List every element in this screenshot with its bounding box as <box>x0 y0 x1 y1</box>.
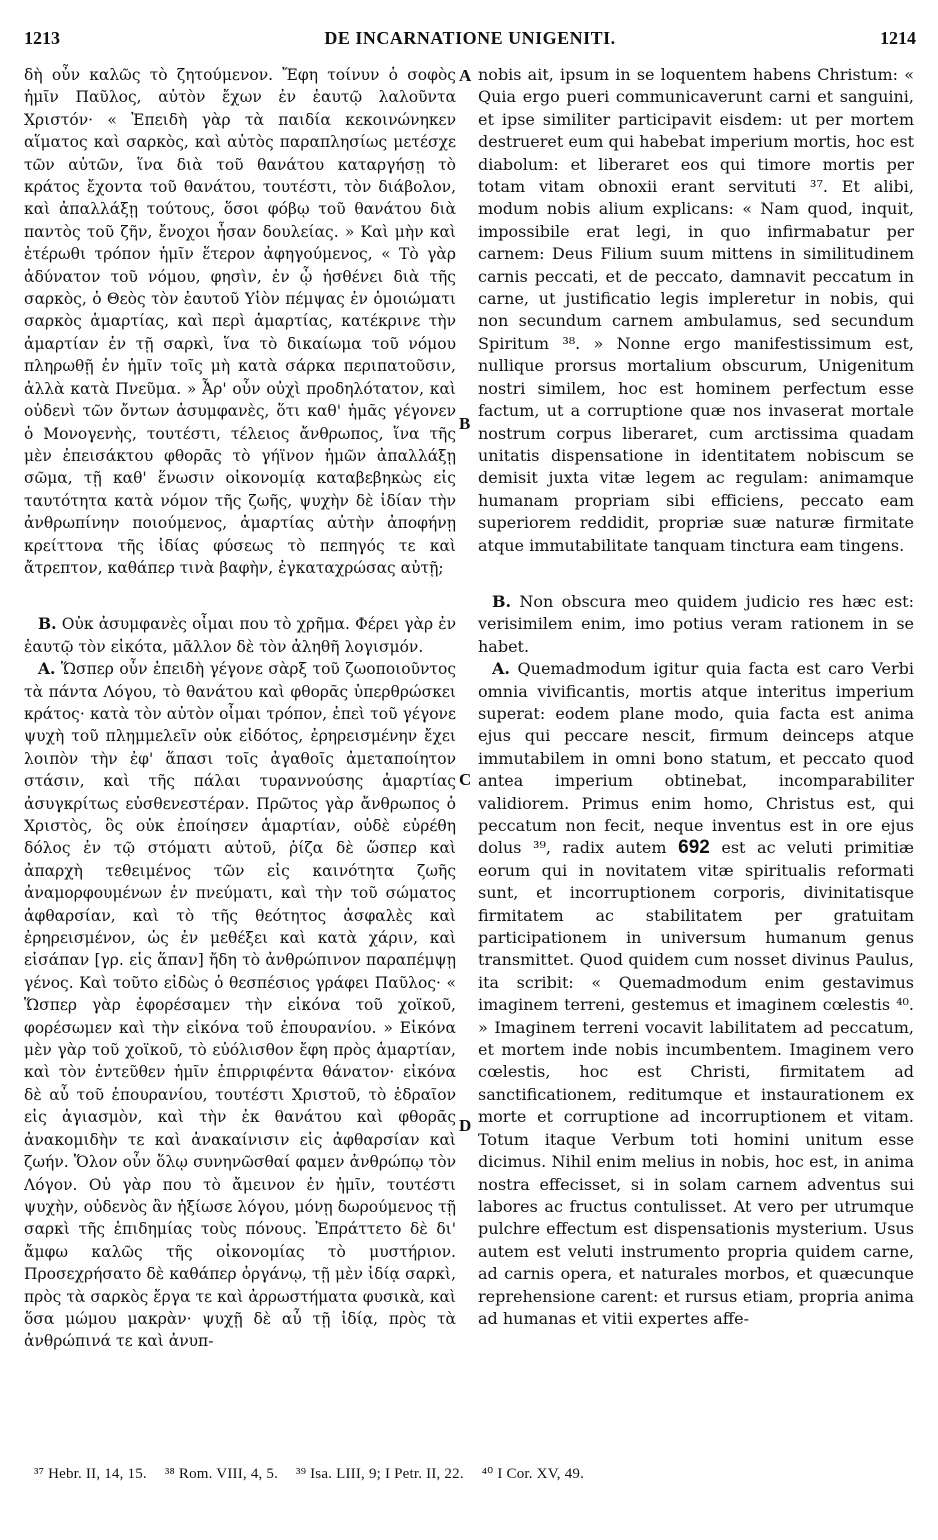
greek-speaker-b: B. <box>38 614 57 634</box>
margin-letter-a: A <box>459 66 472 85</box>
greek-speaker-a: A. <box>38 659 56 679</box>
greek-paragraph-3-text: Ὥσπερ οὖν ἐπειδὴ γέγονε σὰρξ τοῦ ζωοποιοῦντος τὰ πάντα Λόγου, τὸ θανάτου καὶ φθορᾶς ὑπερθρώσκει κράτος· κατὰ τὸν αὐτὸν οἶμαι τρόπον, ἐπεὶ τοῦ γέγονε ψυχὴ τοῦ πλημμελεῖν οὐκ εἰδότος, ἐρηρεισμένην ἔχει λοιπὸν τὴν ἐφ' ἅπασι τοῖς ἀγαθοῖς ἀμεταποίητον στάσιν, καὶ τῆς πάλαι τυραννούσης ἁμαρτίας ἀσυγκρίτως εὐσθενεστέραν. Πρῶτος γὰρ ἄνθρωπος ὁ Χριστὸς, ὃς οὐκ ἐποίησεν ἁμαρτίαν, οὐδὲ εὑρέθη δόλος ἐν τῷ στόματι αὐτοῦ, ῥίζα δὲ ὥσπερ καὶ ἀπαρχὴ τεθειμένος τῶν εἰς καινότητα ζωῆς ἀναμορφουμένων ἐν πνεύματι, καὶ τὴν τοῦ σώματος ἀφθαρσίαν, καὶ τὸ τῆς θεότητος ἀσφαλὲς καὶ ἐρηρεισμένον, ὡς ἐν μεθέξει καὶ κατὰ χάριν, καὶ εἰσάπαν [γρ. εἰς ἅπαν] ἤδη τὸ ἀνθρώπινον παραπέμψῃ γένος. Καὶ τοῦτο εἰδὼς ὁ θεσπέσιος γράφει Παῦλος· « Ὥσπερ γὰρ ἐφορέσαμεν τὴν εἰκόνα τοῦ χοϊκοῦ, φορέσωμεν καὶ τὴν εἰκόνα τοῦ ἐπουρανίου. » Εἰκόνα μὲν γὰρ τοῦ χοϊκοῦ, τὸ εὐόλισθον ἔφη πρὸς ἁμαρτίαν, καὶ τὸν ἐντεῦθεν ἡμῖν ἐπιρριφέντα θάνατον· εἰκόνα δὲ αὖ τοῦ ἐπουρανίου, τουτέστι Χριστοῦ, τὸ ἑδραῖον εἰς ἁγιασμὸν, καὶ τὴν ἐκ θανάτου καὶ φθορᾶς ἀνακομιδὴν τε καὶ ἀνακαίνισιν εἰς ἀφθαρσίαν καὶ ζωήν. Ὅλον οὖν ὅλῳ συνηνῶσθαί φαμεν ἀνθρώπῳ τὸν Λόγον. Οὐ γὰρ που τὸ ἄμεινον ἐν ἡμῖν, τουτέστι ψυχὴν, οὐδενὸς ἂν ἠξίωσε λόγου, μόνῃ δωρούμενος τῇ σαρκὶ τῆς ἐπιδημίας τοὺς πόνους. Ἐπράττετο δὲ δι' ἄμφω καλῶς τῆς οἰκονομίας τὸ μυστήριον. Προσεχρήσατο δὲ καθάπερ ὀργάνῳ, τῇ μὲν ἰδίᾳ σαρκὶ, πρὸς τὰ σαρκὸς ἔργα τε καὶ ἀρρωστήματα φυσικὰ, καὶ ὅσα μώμου μακρὰν· ψυχῇ δὲ αὖ τῇ ἰδίᾳ, πρὸς τὰ ἀνθρώπινά τε καὶ ἀνυπ- <box>24 660 456 1351</box>
greek-paragraph-2-text: Οὐκ ἀσυμφανὲς οἶμαι που τὸ χρῆμα. Φέρει γὰρ ἐν ἑαυτῷ τὸν εἰκότα, μᾶλλον δὲ τὸν ἀληθῆ λογισμόν. <box>24 615 456 656</box>
running-header <box>24 28 916 58</box>
latin-paragraph-2-text: Non obscura meo quidem judicio res hæc est: verisimilem enim, imo potius veram rationem in se habet. <box>478 591 914 656</box>
greek-paragraph-1: δὴ οὖν καλῶς τὸ ζητούμενον. Ἔφη τοίνυν ὁ σοφὸς ἡμῖν Παῦλος, αὐτὸν ἔχων ἐν ἑαυτῷ λαλοῦντα Χριστόν· « Ἐπειδὴ γὰρ τὰ παιδία κεκοινώνηκεν αἵματος καὶ σαρκὸς, καὶ αὐτὸς παραπλησίως μετέσχε τῶν αὐτῶν, ἵνα διὰ τοῦ θανάτου καταργήσῃ τὸ κράτος ἔχοντα τοῦ θανάτου, τουτέστι, τὸν διάβολον, καὶ ἀπαλλάξῃ τούτους, ὅσοι φόβῳ τοῦ θανάτου διὰ παντὸς τοῦ ζῆν, ἔνοχοι ἦσαν δουλείας. » Καὶ μὴν καὶ ἑτέρωθι τρόπον ἡμῖν ἕτερον ἀφηγούμενος, « Τὸ γὰρ ἀδύνατον τοῦ νόμου, φησὶν, ἐν ᾧ ἠσθένει διὰ τῆς σαρκὸς, ὁ Θεὸς τὸν ἑαυτοῦ Υἱὸν πέμψας ἐν ὁμοιώματι σαρκὸς ἁμαρτίας, καὶ περὶ ἁμαρτίας, κατέκρινε τὴν ἁμαρτίαν ἐν τῇ σαρκὶ, ἵνα τὸ δικαίωμα τοῦ νόμου πληρωθῇ ἐν ἡμῖν τοῖς μὴ κατὰ σάρκα περιπατοῦσιν, ἀλλὰ κατὰ Πνεῦμα. » Ἆρ' οὖν οὐχὶ προδηλότατον, καὶ οὐδενὶ τῶν ὄντων ἀσυμφανὲς, ὅτι καθ' ἡμᾶς γέγονεν ὁ Μονογενὴς, τουτέστι, τέλειος ἄνθρωπος, ἵνα τῆς μὲν ἐπεισάκτου φθορᾶς τὸ γήϊνον ἡμῶν ἀπαλλάξῃ σῶμα, τῇ καθ' ἕνωσιν οἰκονομίᾳ καταβεβηκὼς εἰς ταυτότητα κατὰ νόμον τῆς ζωῆς, ψυχὴν δὲ ἰδίαν τὴν ἀνθρωπίνην ποιούμενος, ἁμαρτίας αὐτὴν ἀποφήνῃ κρείττονα τῆς ἰδίας φύσεως τὸ πεπηγός τε καὶ ἄτρεπτον, καθάπερ τινὰ βαφὴν, ἐγκαταχρώσας αὐτῇ; <box>24 66 456 577</box>
latin-speaker-a: A. <box>492 659 510 679</box>
latin-paragraph-2 <box>478 591 914 658</box>
latin-paragraph-1: nobis ait, ipsum in se loquentem habens Christum: « Quia ergo pueri communicaverunt carni et sanguini, et ipse similiter participavit eisdem: ut per mortem destrueret eum qui habebat imperium mortis, hoc est diabolum: et liberaret eos qui timore mortis per totam vitam obnoxii erant servituti ³⁷. Et alibi, modum nobis alium explicans: « Nam quod, inquit, impossibile erat legi, in quo infirmabatur per carnem: Deus Filium suum mittens in similitudinem carnis peccati, et de peccato, damnavit peccatum in carne, ut justificatio legis impleretur in nobis, qui non secundum carnem ambulamus, sed secundum Spiritum ³⁸. » Nonne ergo manifestissimum est, nullique prorsus mortalium obscurum, Unigenitum nostri similem, hoc est hominem perfectum esse factum, ut a corruptione quæ nos invaserat mortale nostrum corpus liberaret, cum arctissima quadam unitatis dispensatione in identitatem nobiscum se demisit juxta vitæ legem ac regulam: animamque humanam propriam sibi efficiens, peccato eam superiorem reddidit, propriæ suæ naturæ firmitate atque immutabilitate tanquam tinctura eam tingens. <box>478 65 914 555</box>
greek-column <box>24 64 456 1353</box>
footnote-39: ³⁹ Isa. LIII, 9; I Petr. II, 22. <box>296 1466 464 1482</box>
column-number-692: 692 <box>678 837 710 859</box>
footnote-37: ³⁷ Hebr. II, 14, 15. <box>34 1466 147 1482</box>
latin-paragraph-3 <box>478 658 914 1330</box>
greek-paragraph-3 <box>24 658 456 1353</box>
margin-letter-b: B <box>459 414 471 433</box>
margin-letter-d: D <box>459 1116 472 1135</box>
running-title: DE INCARNATIONE UNIGENITI. <box>324 28 616 48</box>
footnote-40: ⁴⁰ I Cor. XV, 49. <box>481 1466 585 1482</box>
latin-column <box>478 64 914 1330</box>
footnotes <box>34 1464 916 1483</box>
footnote-38: ³⁸ Rom. VIII, 4, 5. <box>164 1466 279 1482</box>
latin-speaker-b: B. <box>492 591 512 611</box>
column-number-left: 1213 <box>24 28 60 48</box>
latin-paragraph-3-text-after: est ac veluti primitiæ eorum qui in novitatem vitæ spiritualis reformati sunt, et incorruptionem corporis, divinitatisque firmitatem ac stabilitatem per gratuitam participationem in universum humanum genus transmittet. Quod quidem cum nosset divinus Paulus, ita scribit: « Quemadmodum enim gestavimus imaginem terreni, gestemus et imaginem cœlestis ⁴⁰. » Imaginem terreni vocavit labilitatem ad peccatum, et mortem inde nobis incumbentem. Imaginem vero cœlestis, hoc est Christi, firmitatem ad sanctificationem, reditumque et instaurationem ex morte et corruptione ad incorruptionem et vitam. Totum itaque Verbum toti homini unitum esse dicimus. Nihil enim melius in nobis, hoc est, in anima nostra effecisset, si in solam carnem adventus sui labores ac fructus contulisset. At vero per utrumque pulchre effectum est dispensationis mysterium. Usus autem est veluti instrumento propria quidem carne, ad carnis opera, et naturales morbos, et quæcunque reprehensione carent: et rursus etiam, propria anima ad humanas et vitii expertes affe- <box>478 838 915 1328</box>
greek-paragraph-2 <box>24 613 456 658</box>
latin-paragraph-3-text-before: Quemadmodum igitur quia facta est caro Verbi omnia vivificantis, mortis atque interitus imperium superat: eodem plane modo, quia facta est anima ejus qui peccare nescit, firmum deinceps atque immutabilem in omni bono statum, et peccato quod antea imperium obtinebat, incomparabiliter validiorem. Primus enim homo, Christus est, qui peccatum non fecit, neque inventus est in ore ejus dolus ³⁹, radix autem <box>478 659 914 858</box>
margin-letter-c: C <box>459 770 472 789</box>
column-number-right: 1214 <box>880 28 916 48</box>
